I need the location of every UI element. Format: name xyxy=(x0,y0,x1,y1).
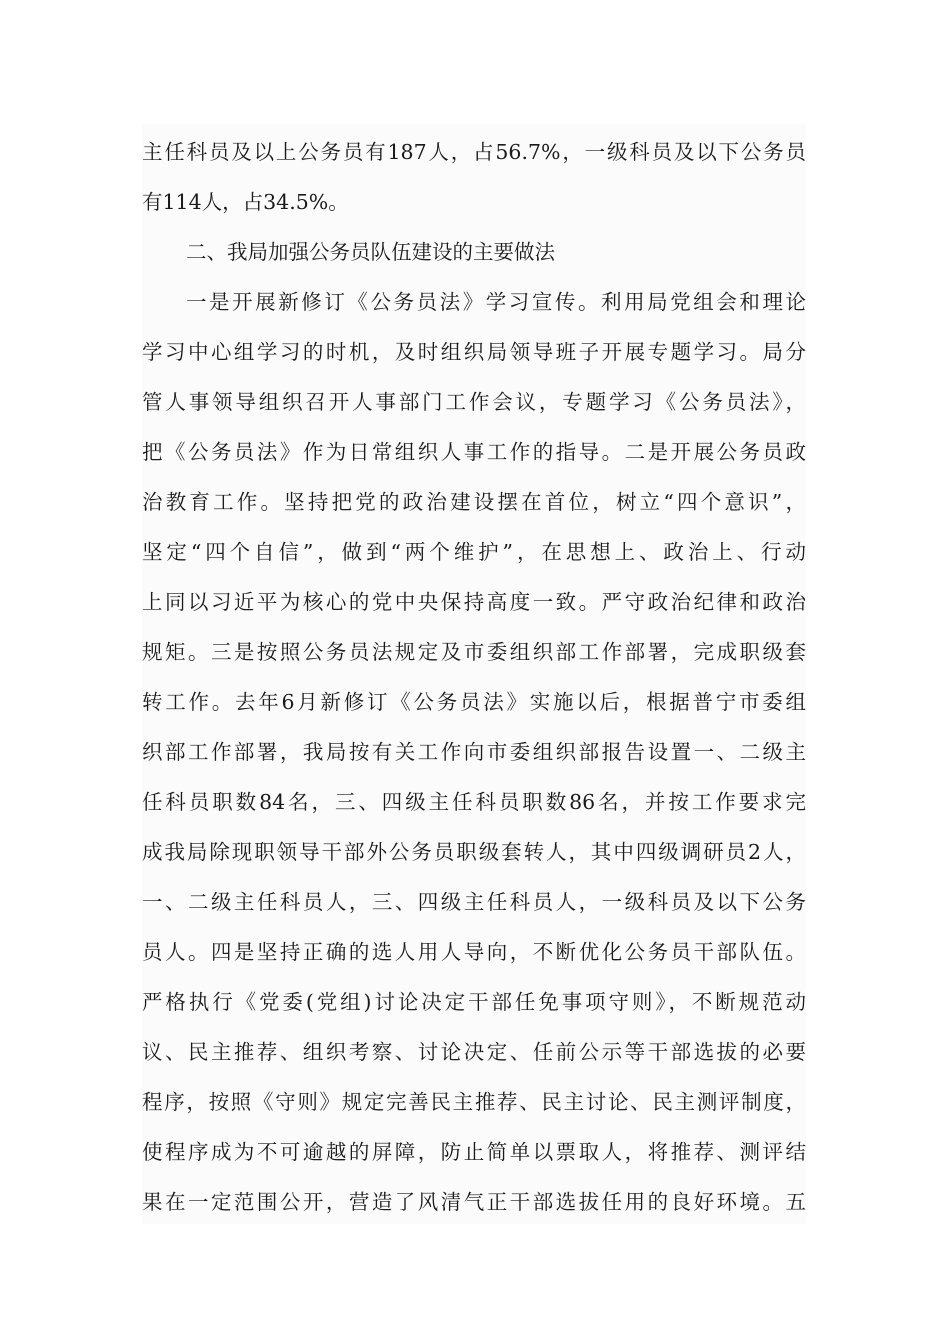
text-line: 一、二级主任科员人，三、四级主任科员人，一级科员及以下公务 xyxy=(142,890,806,914)
text-line: 坚定“四个自信”，做到“两个维护”，在思想上、政治上、行动 xyxy=(142,540,806,564)
text-line: 使程序成为不可逾越的屏障，防止简单以票取人，将推荐、测评结 xyxy=(142,1140,806,1164)
text-line: 主任科员及以上公务员有187人，占56.7%，一级科员及以下公务员 xyxy=(142,140,806,164)
text-line: 有114人，占34.5%。 xyxy=(142,190,349,214)
text-line: 员人。四是坚持正确的选人用人导向，不断优化公务员干部队伍。 xyxy=(142,940,806,964)
text-line: 任科员职数84名，三、四级主任科员职数86名，并按工作要求完 xyxy=(142,790,806,814)
text-line: 转工作。去年6月新修订《公务员法》实施以后，根据普宁市委组 xyxy=(142,690,806,714)
text-line: 成我局除现职领导干部外公务员职级套转人，其中四级调研员2人， xyxy=(142,840,806,864)
text-line: 把《公务员法》作为日常组织人事工作的指导。二是开展公务员政 xyxy=(142,440,806,464)
text-line: 果在一定范围公开，营造了风清气正干部选拔任用的良好环境。五 xyxy=(142,1190,806,1214)
text-line: 织部工作部署，我局按有关工作向市委组织部报告设置一、二级主 xyxy=(142,740,806,764)
text-line: 规矩。三是按照公务员法规定及市委组织部工作部署，完成职级套 xyxy=(142,640,806,664)
text-line: 严格执行《党委(党组)讨论决定干部任免事项守则》，不断规范动 xyxy=(142,990,806,1014)
section-heading: 二、我局加强公务员队伍建设的主要做法 xyxy=(186,240,555,264)
text-line: 议、民主推荐、组织考察、讨论决定、任前公示等干部选拔的必要 xyxy=(142,1040,806,1064)
text-line: 学习中心组学习的时机，及时组织局领导班子开展专题学习。局分 xyxy=(142,340,806,364)
text-line: 管人事领导组织召开人事部门工作会议，专题学习《公务员法》， xyxy=(142,390,806,414)
text-line: 治教育工作。坚持把党的政治建设摆在首位，树立“四个意识”， xyxy=(142,490,806,514)
document-body xyxy=(142,124,806,1224)
text-line: 程序，按照《守则》规定完善民主推荐、民主讨论、民主测评制度， xyxy=(142,1090,806,1114)
text-line: 一是开展新修订《公务员法》学习宣传。利用局党组会和理论 xyxy=(186,290,806,314)
text-line: 上同以习近平为核心的党中央保持高度一致。严守政治纪律和政治 xyxy=(142,590,806,614)
